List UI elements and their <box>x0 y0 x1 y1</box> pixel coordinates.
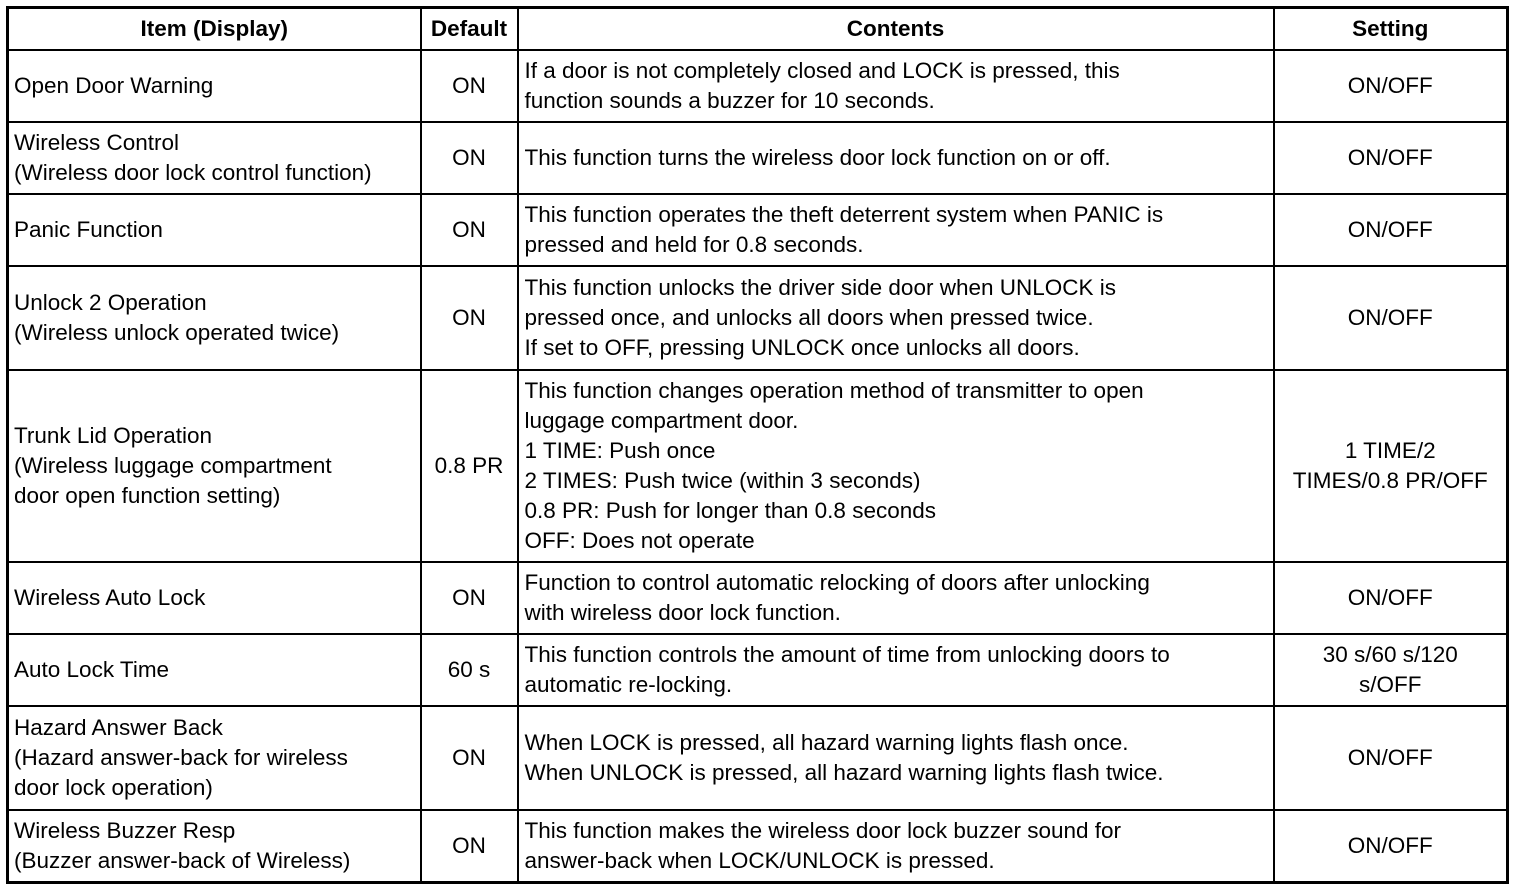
item-subtext: (Buzzer answer-back of Wireless) <box>14 847 351 873</box>
header-item: Item (Display) <box>8 8 421 51</box>
setting-text: ON/OFF <box>1347 145 1433 170</box>
setting-text: 1 TIME/2 <box>1344 438 1436 463</box>
setting-cell <box>1274 634 1508 706</box>
contents-text: Function to control automatic relocking of doors after unlocking <box>524 570 1150 595</box>
item-text: Trunk Lid Operation <box>14 423 213 448</box>
setting-cell <box>1274 370 1508 562</box>
table-row <box>8 562 1508 634</box>
setting-cell <box>1274 50 1508 122</box>
table-row <box>8 194 1508 266</box>
contents-cell <box>518 562 1274 634</box>
contents-text: This function changes operation method of transmitter to open <box>524 378 1144 403</box>
default-cell: ON <box>421 122 518 194</box>
contents-text: This function controls the amount of time from unlocking doors to <box>524 642 1170 667</box>
contents-cell <box>518 122 1274 194</box>
contents-text: 2 TIMES: Push twice (within 3 seconds) <box>524 468 921 493</box>
table-row <box>8 50 1508 122</box>
table-row <box>8 122 1508 194</box>
item-cell <box>8 634 421 706</box>
settings-document <box>6 6 1506 881</box>
table-row <box>8 266 1508 370</box>
item-text: Panic Function <box>14 217 163 242</box>
contents-text: This function unlocks the driver side door when UNLOCK is <box>524 275 1117 300</box>
contents-text: OFF: Does not operate <box>524 528 755 553</box>
default-cell: 60 s <box>421 634 518 706</box>
setting-cell <box>1274 266 1508 370</box>
setting-text: 30 s/60 s/120 <box>1322 642 1458 667</box>
item-subtext: (Wireless door lock control function) <box>14 160 372 185</box>
contents-text: When LOCK is pressed, all hazard warning lights flash once. <box>524 730 1129 755</box>
table-row <box>8 370 1508 562</box>
item-text: Unlock 2 Operation <box>14 290 207 315</box>
default-cell: ON <box>421 562 518 634</box>
contents-text: automatic re-locking. <box>524 672 733 697</box>
default-cell: ON <box>421 706 518 810</box>
setting-text: ON/OFF <box>1347 832 1433 858</box>
contents-cell <box>518 266 1274 370</box>
contents-text: If a door is not completely closed and LOCK is pressed, this <box>524 58 1120 83</box>
contents-cell <box>518 634 1274 706</box>
item-subtext: (Wireless luggage compartment <box>14 453 332 478</box>
setting-cell <box>1274 706 1508 810</box>
item-cell <box>8 562 421 634</box>
item-cell <box>8 122 421 194</box>
contents-cell <box>518 50 1274 122</box>
default-cell: ON <box>421 194 518 266</box>
default-cell: ON <box>421 50 518 122</box>
setting-text: s/OFF <box>1359 672 1422 697</box>
header-default: Default <box>421 8 518 51</box>
default-cell: ON <box>421 810 518 882</box>
table-row <box>8 706 1508 810</box>
contents-text: luggage compartment door. <box>524 408 799 433</box>
item-text: Open Door Warning <box>14 73 214 98</box>
table-row <box>8 810 1508 882</box>
setting-text: ON/OFF <box>1347 73 1433 98</box>
setting-text: ON/OFF <box>1347 305 1433 330</box>
item-subtext: door open function setting) <box>14 483 281 508</box>
setting-text: ON/OFF <box>1347 745 1433 770</box>
setting-cell <box>1274 122 1508 194</box>
header-row <box>8 8 1508 51</box>
item-text: Hazard Answer Back <box>14 715 223 740</box>
item-cell <box>8 370 421 562</box>
settings-table <box>6 6 1509 884</box>
item-text: Auto Lock Time <box>14 657 170 682</box>
contents-text: When UNLOCK is pressed, all hazard warning lights flash twice. <box>524 760 1164 785</box>
item-cell <box>8 266 421 370</box>
item-cell <box>8 706 421 810</box>
contents-text: This function makes the wireless door lock buzzer sound for <box>524 817 1122 843</box>
setting-text: ON/OFF <box>1347 217 1433 242</box>
item-text: Wireless Buzzer Resp <box>14 817 236 843</box>
table-row <box>8 634 1508 706</box>
default-cell: ON <box>421 266 518 370</box>
setting-cell <box>1274 810 1508 882</box>
contents-cell <box>518 370 1274 562</box>
default-cell: 0.8 PR <box>421 370 518 562</box>
contents-text: pressed once, and unlocks all doors when pressed twice. <box>524 305 1094 330</box>
contents-text: This function turns the wireless door lock function on or off. <box>524 145 1111 170</box>
item-cell <box>8 810 421 882</box>
item-cell <box>8 50 421 122</box>
contents-text: If set to OFF, pressing UNLOCK once unlocks all doors. <box>524 335 1080 360</box>
item-text: Wireless Auto Lock <box>14 585 206 610</box>
contents-cell <box>518 194 1274 266</box>
contents-text: This function operates the theft deterrent system when PANIC is <box>524 202 1164 227</box>
item-subtext: (Wireless unlock operated twice) <box>14 320 340 345</box>
contents-cell <box>518 810 1274 882</box>
item-cell <box>8 194 421 266</box>
header-contents: Contents <box>518 8 1274 51</box>
item-text: Wireless Control <box>14 130 180 155</box>
contents-text: with wireless door lock function. <box>524 600 841 625</box>
setting-cell <box>1274 194 1508 266</box>
item-subtext: door lock operation) <box>14 775 213 800</box>
setting-text: ON/OFF <box>1347 585 1433 610</box>
setting-text: TIMES/0.8 PR/OFF <box>1292 468 1488 493</box>
contents-text: answer-back when LOCK/UNLOCK is pressed. <box>524 847 995 873</box>
contents-text: 0.8 PR: Push for longer than 0.8 seconds <box>524 498 937 523</box>
contents-text: pressed and held for 0.8 seconds. <box>524 232 864 257</box>
contents-text: 1 TIME: Push once <box>524 438 716 463</box>
contents-cell <box>518 706 1274 810</box>
item-subtext: (Hazard answer-back for wireless <box>14 745 348 770</box>
contents-text: function sounds a buzzer for 10 seconds. <box>524 88 935 113</box>
setting-cell <box>1274 562 1508 634</box>
header-setting: Setting <box>1274 8 1508 51</box>
